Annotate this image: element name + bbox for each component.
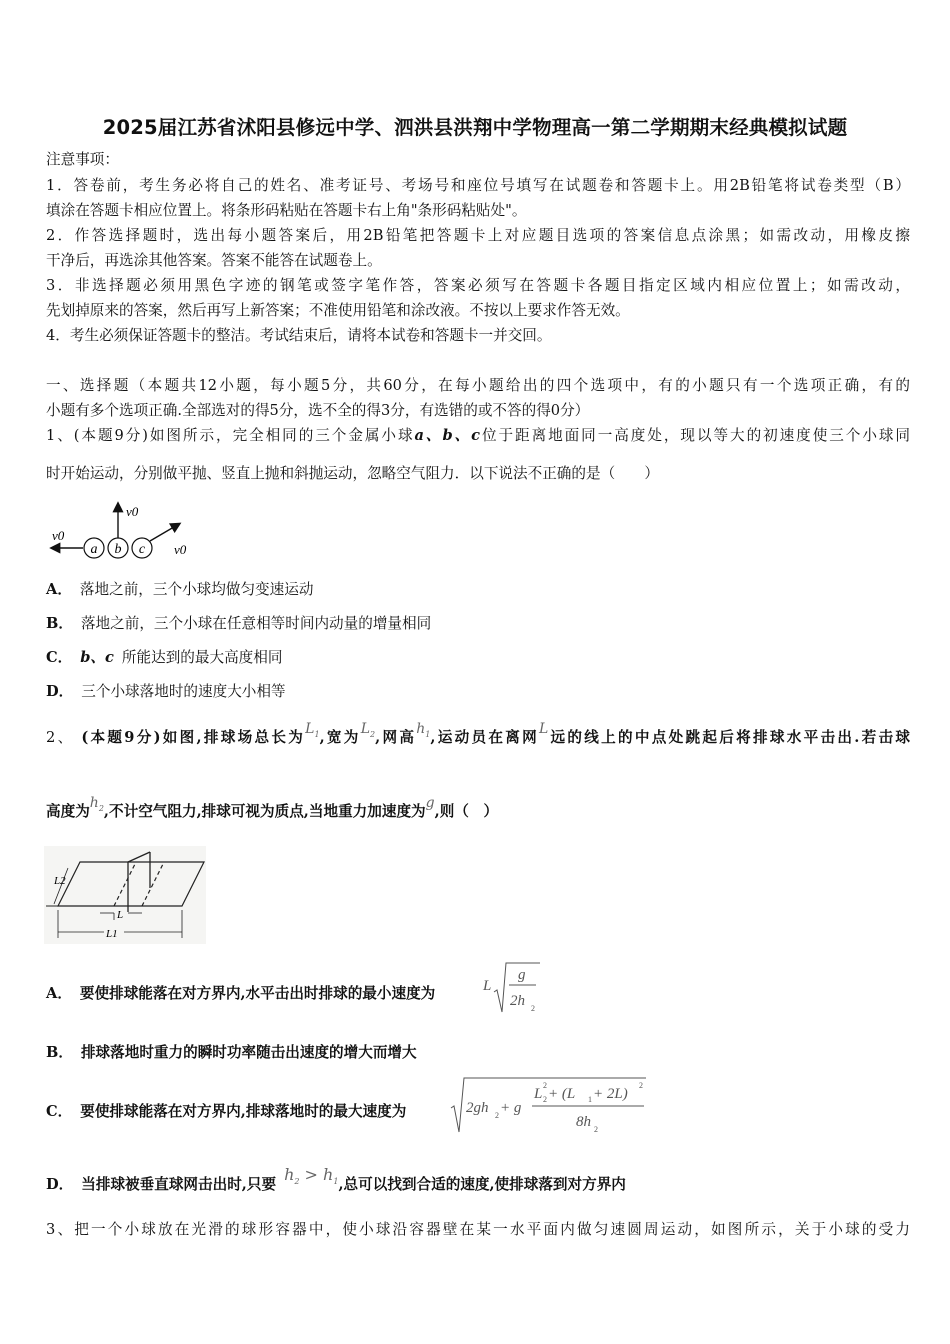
svg-text:g: g xyxy=(518,967,526,983)
question-1-option-b: B． 落地之前，三个小球在任意相等时间内动量的增量相同 xyxy=(46,615,432,632)
formula-d: $h_2 > h_1$ xyxy=(284,1165,339,1187)
formula-a xyxy=(482,960,542,1018)
formula-c xyxy=(450,1074,650,1136)
notice-line: 填涂在答题卡相应位置上。将条形码粘贴在答题卡右上角"条形码粘贴处"。 xyxy=(46,202,527,219)
symbol-h2: $h_2$ xyxy=(89,795,104,813)
svg-text:8h: 8h xyxy=(576,1114,591,1130)
question-2-option-b: B． 排球落地时重力的瞬时功率随击出速度的增大而增大 xyxy=(46,1044,417,1061)
svg-text:L: L xyxy=(117,909,124,921)
svg-text:2h: 2h xyxy=(510,993,525,1009)
svg-text:2: 2 xyxy=(543,1095,547,1104)
question-1-stem-cont: 时开始运动，分别做平抛、竖直上抛和斜抛运动，忽略空气阻力．以下说法不正确的是（ ） xyxy=(46,465,659,482)
question-2-option-d: D． 当排球被垂直球网击出时,只要$h_2 > h_1$,总可以找到合适的速度,使排球落到对方界内 xyxy=(46,1165,626,1193)
svg-text:1: 1 xyxy=(588,1095,592,1104)
notice-line: 1．答卷前，考生务必将自己的姓名、准考证号、考场号和座位号填写在试题卷和答题卡上。用2B铅笔将试卷类型（B） xyxy=(46,177,910,194)
question-1-option-a: A． 落地之前，三个小球均做匀变速运动 xyxy=(46,581,314,598)
question-1-option-d: D． 三个小球落地时的速度大小相等 xyxy=(46,683,286,700)
notice-line: 干净后，再选涂其他答案。答案不能答在试题卷上。 xyxy=(46,252,382,269)
symbol-L1: $L_1$ xyxy=(305,721,320,739)
svg-text:L: L xyxy=(483,978,492,994)
question-2-stem: 2、 (本题9分)如图,排球场总长为$L_1$,宽为$L_2$,网高$h_1$,运动员在离网L远的线上的中点处跳起后将排球水平击出.若击球 xyxy=(46,721,910,746)
svg-text:b: b xyxy=(114,542,122,557)
question-1-stem: 1、(本题9分)如图所示，完全相同的三个金属小球a、b、c位于距离地面同一高度处，现以等大的初速度使三个小球同 xyxy=(46,427,910,444)
svg-text:+ (L: + (L xyxy=(548,1086,576,1102)
svg-text:2: 2 xyxy=(639,1081,643,1090)
svg-text:L1: L1 xyxy=(106,928,118,940)
notice-heading: 注意事项： xyxy=(46,151,119,168)
svg-text:2: 2 xyxy=(495,1111,499,1120)
svg-text:2: 2 xyxy=(594,1125,598,1134)
svg-text:v0: v0 xyxy=(52,528,65,543)
svg-text:L2: L2 xyxy=(54,875,66,887)
svg-text:2gh: 2gh xyxy=(466,1100,489,1116)
section-note: 小题有多个选项正确.全部选对的得5分，选不全的得3分，有选错的或不答的得0分） xyxy=(46,402,590,419)
svg-text:c: c xyxy=(138,542,146,557)
svg-text:v0: v0 xyxy=(174,542,187,557)
symbol-g: g xyxy=(425,795,435,811)
symbol-L2: $L_2$ xyxy=(360,721,376,739)
notice-line: 3．非选择题必须用黑色字迹的钢笔或签字笔作答，答案必须写在答题卡各题目指定区域内相应位置上；如需改动， xyxy=(46,277,910,294)
svg-text:2: 2 xyxy=(543,1081,547,1090)
svg-text:+ g: + g xyxy=(500,1100,522,1116)
svg-text:a: a xyxy=(90,542,98,557)
notice-line: 4．考生必须保证答题卡的整洁。考试结束后，请将本试卷和答题卡一并交回。 xyxy=(46,327,552,344)
notice-line: 先划掉原来的答案，然后再写上新答案；不准使用铅笔和涂改液。不按以上要求作答无效。 xyxy=(46,302,630,319)
page-title: 2025届江苏省沭阳县修远中学、泗洪县洪翔中学物理高一第二学期期末经典模拟试题 xyxy=(102,116,848,139)
section-heading: 一、选择题（本题共12小题，每小题5分，共60分，在每小题给出的四个选项中，有的小题只有一个选项正确，有的 xyxy=(46,377,910,394)
svg-text:2: 2 xyxy=(531,1004,535,1013)
svg-text:L: L xyxy=(534,1086,543,1102)
svg-text:v0: v0 xyxy=(126,504,139,519)
symbol-L: L xyxy=(538,721,549,737)
question-2-stem-cont: 高度为$h_2$,不计空气阻力,排球可视为质点,当地重力加速度为g,则（ ） xyxy=(46,795,499,820)
notice-line: 2．作答选择题时，选出每小题答案后，用2B铅笔把答题卡上对应题目选项的答案信息点涂黑；如需改动，用橡皮擦 xyxy=(46,227,910,244)
question-2-option-c: C． 要使排球能落在对方界内,排球落地时的最大速度为 xyxy=(46,1103,407,1120)
question-3-stem: 3、把一个小球放在光滑的球形容器中，使小球沿容器壁在某一水平面内做匀速圆周运动，如图所示，关于小球的受力 xyxy=(46,1221,910,1238)
question-1-option-c: C． b、c 所能达到的最大高度相同 xyxy=(46,649,283,666)
question-2-figure xyxy=(44,846,206,944)
question-1-figure xyxy=(46,496,206,566)
svg-text:+ 2L): + 2L) xyxy=(593,1086,628,1102)
symbol-h1: $h_1$ xyxy=(416,721,431,739)
question-2-option-a: A． 要使排球能落在对方界内,水平击出时排球的最小速度为 xyxy=(46,985,436,1002)
